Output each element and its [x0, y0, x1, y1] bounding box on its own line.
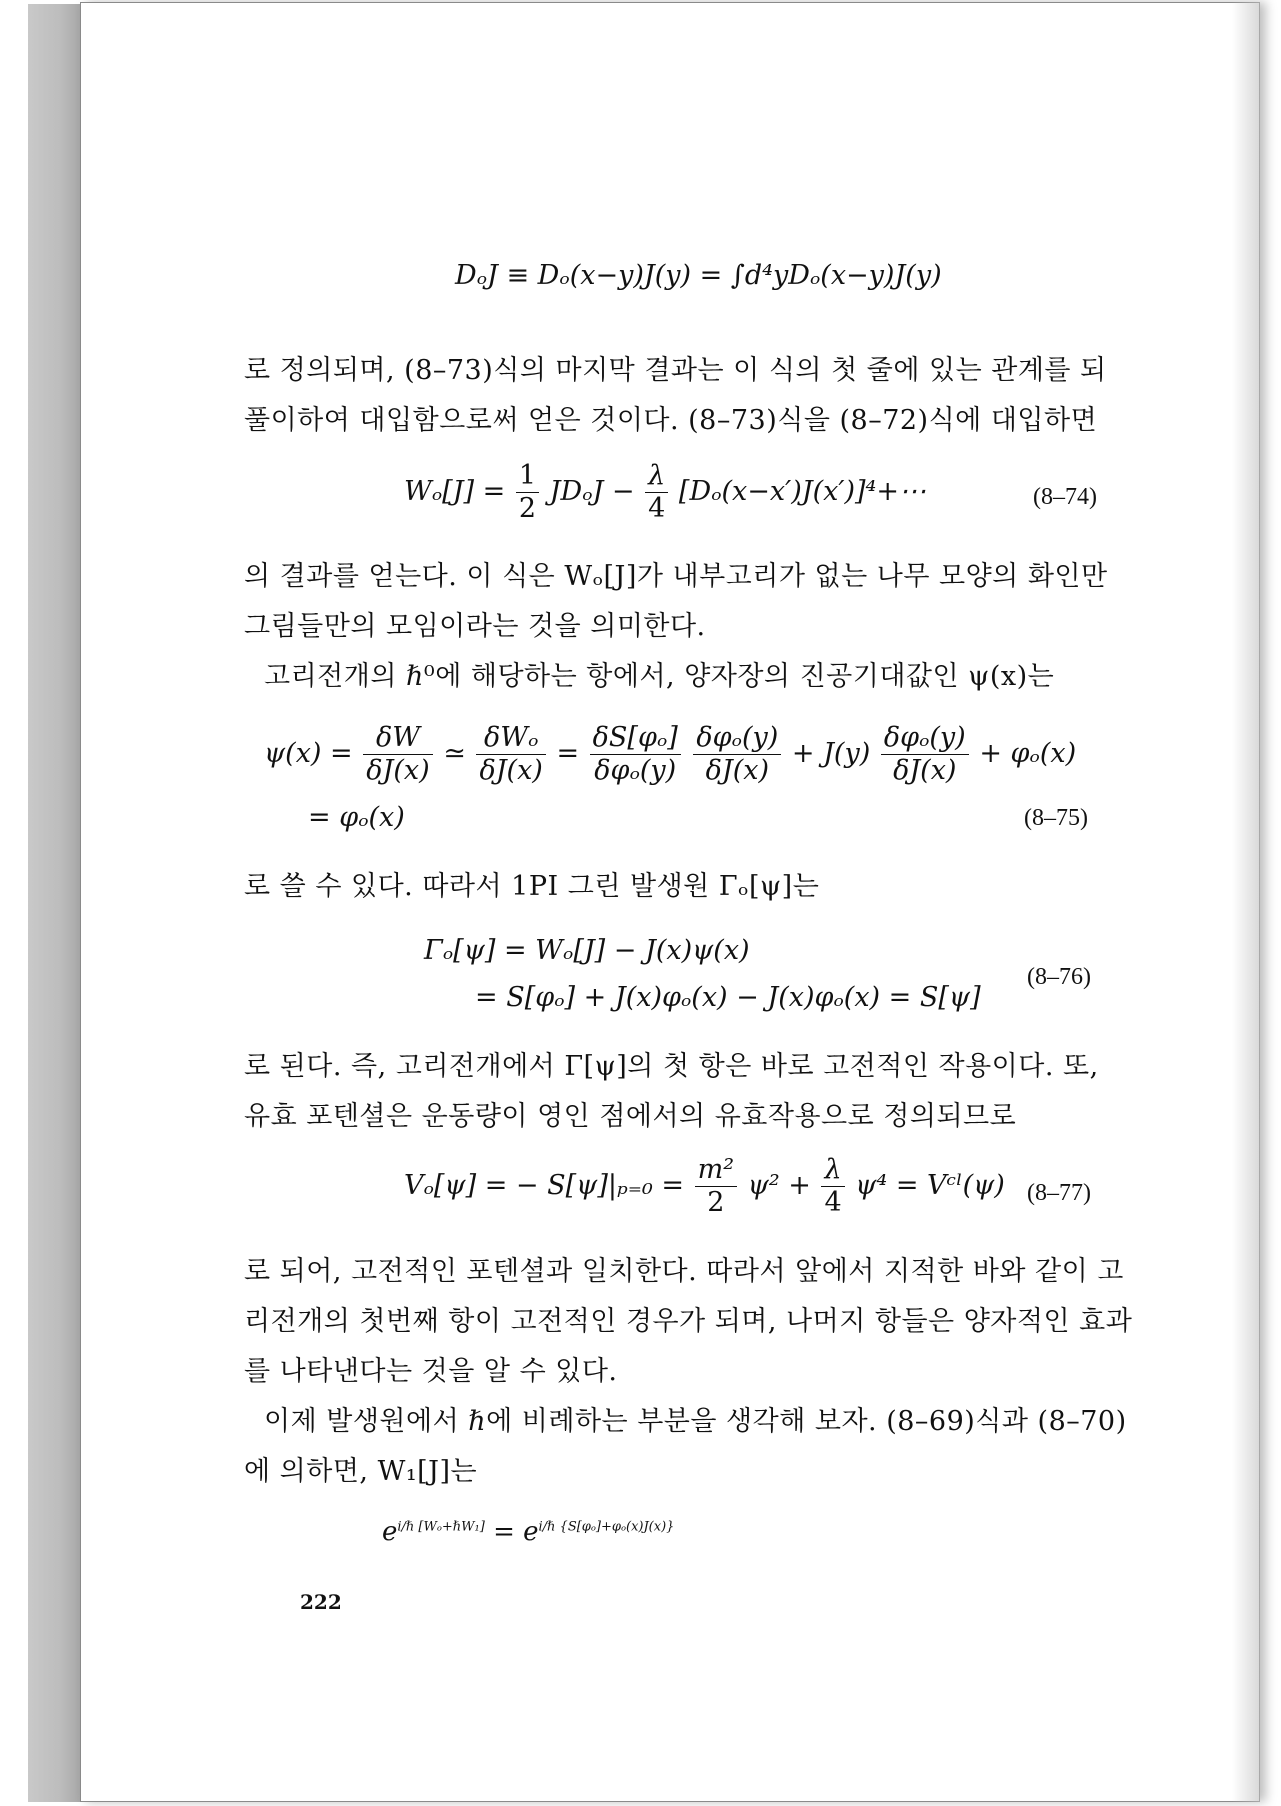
paragraph-6-line-2: 리전개의 첫번째 항이 고전적인 경우가 되며, 나머지 항들은 양자적인 효과 — [244, 1306, 1133, 1337]
eq77-frac-m2 — [695, 1154, 737, 1219]
eqexp-rhs-exponent: i/ℏ {S[φₒ]+φₒ(x)J(x)} — [538, 1519, 675, 1535]
eq74-f2-num: λ — [645, 460, 668, 493]
equation-8-76-line-1: Γₒ[ψ] = Wₒ[J] − J(x)ψ(x) — [424, 935, 750, 966]
eq75-f1-num: δW — [363, 722, 432, 755]
book-page — [80, 2, 1260, 1802]
equation-8-75-line-1 — [264, 722, 1076, 787]
page-edge-shadow — [1232, 2, 1260, 1802]
eq75-frac-3 — [590, 722, 681, 787]
eq77-f2-num: λ — [821, 1154, 844, 1187]
eq77-mid: ψ² + — [747, 1170, 811, 1201]
eq75-f4-den: δJ(x) — [705, 755, 770, 786]
eq75-f4-num: δφₒ(y) — [693, 722, 781, 755]
equation-8-76-line-2: = S[φₒ] + J(x)φₒ(x) − J(x)φₒ(x) = S[ψ] — [475, 982, 981, 1013]
eq75-plus2: + φₒ(x) — [979, 738, 1077, 769]
eq75-frac-5 — [881, 722, 969, 787]
eq77-f1-num: m² — [695, 1154, 737, 1187]
equation-number-8-77: (8–77) — [1027, 1180, 1091, 1206]
eq75-frac-1 — [363, 722, 432, 787]
paragraph-4-line-1: 로 쓸 수 있다. 따라서 1PI 그린 발생원 Γₒ[ψ]는 — [244, 871, 820, 902]
paragraph-1-line-2: 풀이하여 대입함으로써 얻은 것이다. (8–73)식을 (8–72)식에 대입하면 — [244, 405, 1098, 436]
equation-number-8-75: (8–75) — [1024, 805, 1088, 831]
eq77-lhs: Vₒ[ψ] = − S[ψ]|ₚ₌₀ = — [404, 1170, 685, 1201]
eq75-approx: ≃ — [443, 738, 466, 769]
eq74-rhs: [Dₒ(x−x′)J(x′)]⁴+⋯ — [678, 476, 926, 507]
eq75-lhs: ψ(x) = — [264, 738, 353, 769]
eq75-f2-den: δJ(x) — [479, 755, 543, 786]
eq77-f2-den: 4 — [824, 1187, 842, 1218]
paragraph-6-line-1: 로 되어, 고전적인 포텐셜과 일치한다. 따라서 앞에서 지적한 바와 같이 고 — [244, 1256, 1124, 1287]
eq74-mid: JDₒJ − — [549, 476, 635, 507]
eq75-f3-den: δφₒ(y) — [594, 755, 677, 786]
eq75-f2-num: δWₒ — [476, 722, 545, 755]
eqexp-rhs-base: e — [523, 1517, 539, 1547]
eq77-f1-den: 2 — [707, 1187, 725, 1218]
eq74-fraction-lambda — [645, 460, 668, 525]
eq74-f1-den: 2 — [518, 493, 537, 524]
eq75-plus1: + J(y) — [791, 738, 871, 769]
paragraph-7-line-2: 에 의하면, W₁[J]는 — [244, 1456, 478, 1487]
equation-number-8-74: (8–74) — [1033, 484, 1097, 510]
eqexp-lhs-exponent: i/ℏ [Wₒ+ℏW₁] — [397, 1519, 485, 1535]
eq74-fraction-half — [516, 460, 539, 525]
eq74-lhs: Wₒ[J] = — [404, 476, 506, 507]
eq75-frac-2 — [476, 722, 545, 787]
equation-8-74 — [404, 460, 926, 525]
eq74-f2-den: 4 — [648, 493, 666, 524]
eq75-eq: = — [556, 738, 580, 769]
eqexp-equals: = — [493, 1517, 515, 1547]
eq75-frac-4 — [693, 722, 781, 787]
eq74-f1-num: 1 — [516, 460, 539, 493]
paragraph-2-line-1: 의 결과를 얻는다. 이 식은 Wₒ[J]가 내부고리가 없는 나무 모양의 화인만 — [244, 561, 1108, 592]
equation-top: DₒJ ≡ Dₒ(x−y)J(y) = ∫d⁴yDₒ(x−y)J(y) — [455, 260, 942, 291]
eq75-f1-den: δJ(x) — [366, 755, 430, 786]
paragraph-2-line-2: 그림들만의 모임이라는 것을 의미한다. — [244, 611, 706, 642]
paragraph-7-line-1: 이제 발생원에서 ℏ에 비례하는 부분을 생각해 보자. (8–69)식과 (8–70) — [264, 1406, 1127, 1437]
equation-exponential — [382, 1517, 674, 1547]
eq77-frac-lambda — [821, 1154, 844, 1219]
equation-8-77 — [404, 1154, 1005, 1219]
paragraph-6-line-3: 를 나타낸다는 것을 알 수 있다. — [244, 1356, 618, 1387]
eq75-f3-num: δS[φₒ] — [590, 722, 681, 755]
book-spine — [28, 4, 80, 1802]
eq75-f5-den: δJ(x) — [893, 755, 957, 786]
eq77-rhs: ψ⁴ = Vᶜˡ(ψ) — [855, 1170, 1005, 1201]
page-number: 222 — [300, 1590, 342, 1614]
paragraph-5-line-1: 로 된다. 즉, 고리전개에서 Γ[ψ]의 첫 항은 바로 고전적인 작용이다. 또, — [244, 1051, 1099, 1082]
paragraph-5-line-2: 유효 포텐셜은 운동량이 영인 점에서의 유효작용으로 정의되므로 — [244, 1101, 1017, 1132]
eqexp-lhs-base: e — [382, 1517, 398, 1547]
equation-8-75-line-2: = φₒ(x) — [308, 802, 405, 833]
eq75-f5-num: δφₒ(y) — [881, 722, 969, 755]
equation-number-8-76: (8–76) — [1027, 964, 1091, 990]
paragraph-3-line-1: 고리전개의 ℏ⁰에 해당하는 항에서, 양자장의 진공기대값인 ψ(x)는 — [264, 661, 1055, 692]
paragraph-1-line-1: 로 정의되며, (8–73)식의 마지막 결과는 이 식의 첫 줄에 있는 관계를 되 — [244, 355, 1107, 386]
